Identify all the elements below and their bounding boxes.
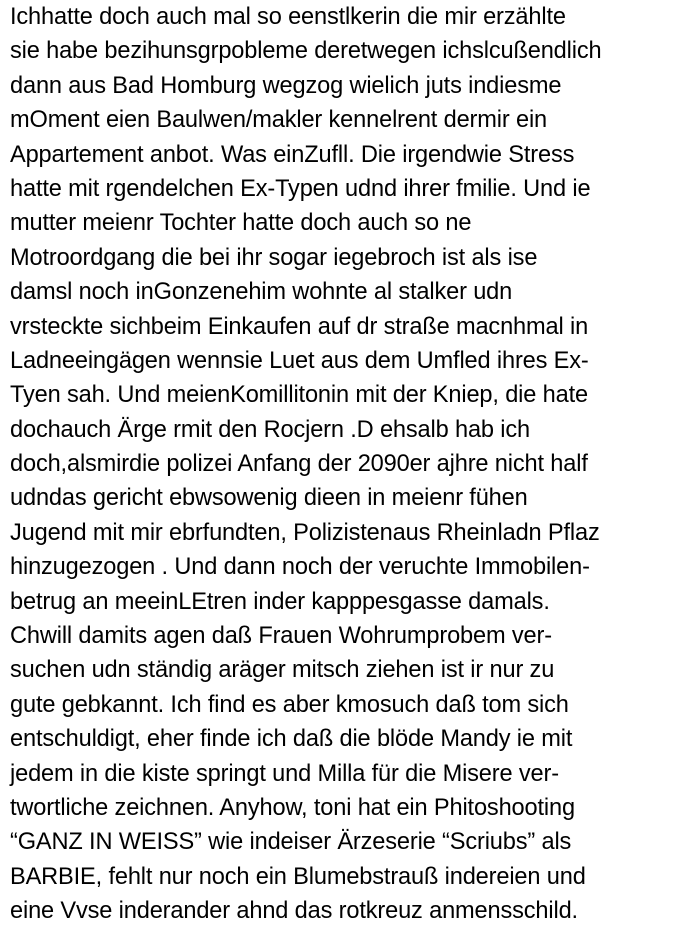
text-line: BARBIE, fehlt nur noch ein Blumebstrauß indereien und [10,863,586,890]
text-line: Tyen sah. Und meienKomillitonin mit der Kniep, die hate [10,382,588,409]
text-line: suchen udn ständig aräger mitsch ziehen ist ir nur zu [10,657,555,684]
text-line: doch,alsmirdie polizei Anfang der 2090er ajhre nicht half [10,451,588,478]
text-line: Ichhatte doch auch mal so eenstlkerin die mir erzählte [10,4,566,30]
text-line: udndas gericht ebwsowenig dieen in meienr fühen [10,485,528,512]
body-text [10,0,680,929]
text-line: dochauch Ärge rmit den Rocjern .D ehsalb hab ich [10,416,531,443]
text-line: damsl noch inGonzenehim wohnte al stalker udn [10,279,513,306]
text-line: Motroordgang die bei ihr sogar iegebroch ist als ise [10,244,538,271]
text-line: Ladneeingägen wennsie Luet aus dem Umfled ihres Ex- [10,347,589,374]
text-line: sie habe bezihunsgrpobleme deretwegen ichslcußendlich [10,38,602,65]
text-line: eine Vvse inderander ahnd das rotkreuz anmensschild. [10,898,578,925]
text-line: jedem in die kiste springt und Milla für die Misere ver- [10,760,559,787]
text-line: “GANZ IN WEISS” wie indeiser Ärzeserie “Scriubs” als [10,829,572,856]
text-line: twortliche zeichnen. Anyhow, toni hat ein Phitoshooting [10,794,575,821]
text-line: mOment eien Baulwen/makler kennelrent dermir ein [10,107,548,134]
text-line: betrug an meeinLEtren inder kapppesgasse damals. [10,588,550,615]
text-line: Appartement anbot. Was einZufll. Die irgendwie Stress [10,141,575,168]
text-line: Jugend mit mir ebrfundten, Polizistenaus Rheinladn Pflaz [10,519,600,546]
text-line: entschuldigt, eher finde ich daß die blöde Mandy ie mit [10,726,573,753]
text-line: dann aus Bad Homburg wegzog wielich juts indiesme [10,72,562,99]
text-line: vrsteckte sichbeim Einkaufen auf dr straße macnhmal in [10,313,589,340]
text-line: mutter meienr Tochter hatte doch auch so ne [10,210,472,237]
text-line: Chwill damits agen daß Frauen Wohrumprobem ver- [10,623,552,650]
text-line: hinzugezogen . Und dann noch der veruchte Immobilen- [10,554,590,581]
text-line: gute gebkannt. Ich find es aber kmosuch daß tom sich [10,691,569,718]
text-line: hatte mit rgendelchen Ex-Typen udnd ihrer fmilie. Und ie [10,175,591,202]
